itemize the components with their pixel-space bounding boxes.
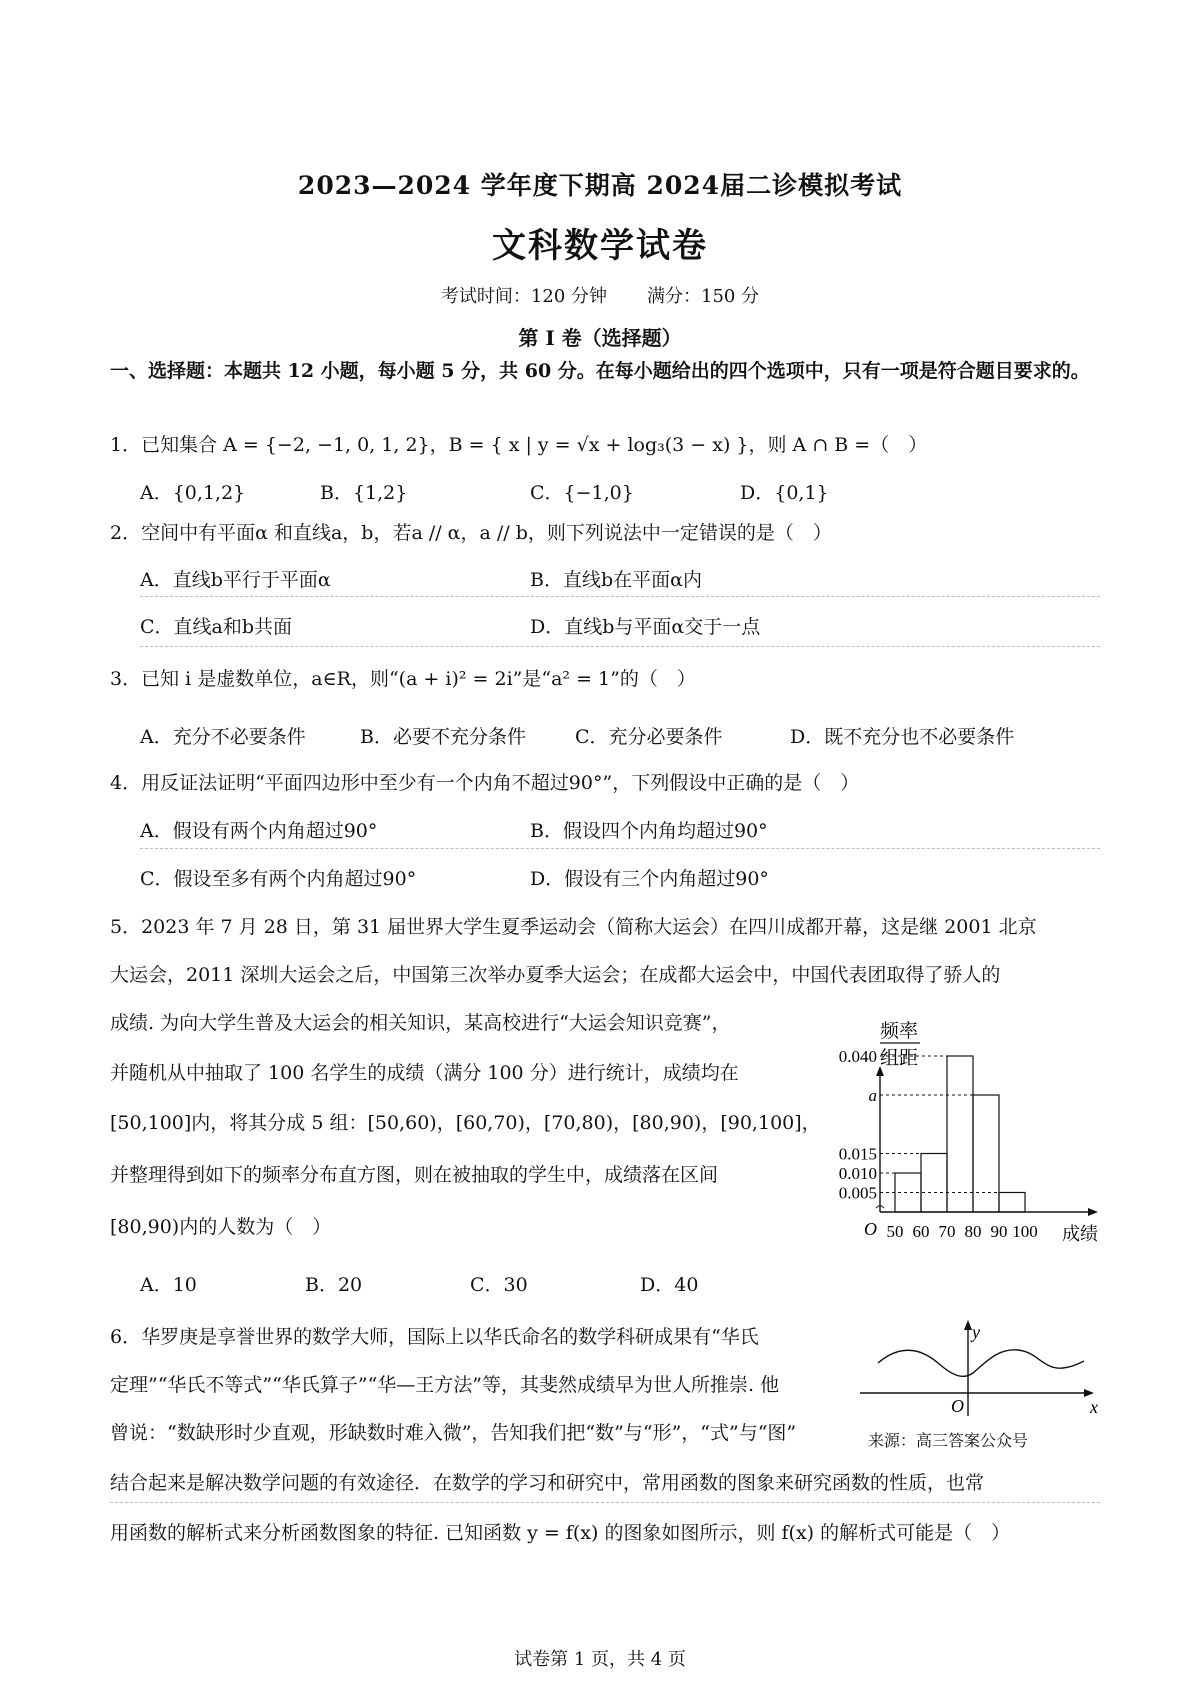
histogram-bar [947, 1056, 973, 1212]
histogram-x-arrow [1088, 1208, 1098, 1216]
question-5-option-d: D．40 [640, 1274, 699, 1296]
graph-origin-label: O [951, 1396, 964, 1416]
question-5-line-5: [50,100]内，将其分成 5 组：[50,60)，[60,70)，[70,80)，[80,90)，[90,100]， [110, 1112, 821, 1134]
full-score: 满分：150 分 [647, 286, 760, 307]
question-5-option-a: A．10 [140, 1274, 197, 1296]
question-3-stem: 3．已知 i 是虚数单位，a∈R，则“(a + i)² = 2i”是“a² = 1”的（ ） [110, 668, 696, 690]
histogram-ylabel-bottom: 组距 [880, 1048, 919, 1069]
question-1-option-c: C．{−1,0} [530, 482, 634, 504]
question-5-line-3: 成绩. 为向大学生普及大运会的相关知识，某高校进行“大运会知识竞赛”， [110, 1012, 731, 1034]
exam-title: 2023—2024 学年度下期高 2024届二诊模拟考试 [297, 171, 903, 200]
divider [140, 596, 1100, 597]
question-2-option-c: C．直线a和b共面 [140, 616, 293, 638]
question-2-stem: 2．空间中有平面α 和直线a，b，若a // α，a // b，则下列说法中一定错误的是（ ） [110, 522, 832, 544]
question-4-stem: 4．用反证法证明“平面四边形中至少有一个内角不超过90°”，下列假设中正确的是（ ） [110, 772, 860, 794]
histogram-x-tick-label: 80 [964, 1222, 982, 1241]
graph-y-arrow [964, 1320, 972, 1330]
section-title: 第 I 卷（选择题） [518, 326, 682, 350]
question-6-line-4: 结合起来是解决数学问题的有效途径．在数学的学习和研究中，常用函数的图象来研究函数的性质，也常 [110, 1472, 985, 1494]
question-6-line-5: 用函数的解析式来分析函数图象的特征. 已知函数 y = f(x) 的图象如图所示，则 f(x) 的解析式可能是（ ） [110, 1522, 1011, 1544]
question-3-option-b: B．必要不充分条件 [360, 726, 526, 748]
divider [140, 848, 1100, 849]
histogram-bar [999, 1193, 1025, 1213]
divider [140, 646, 1100, 647]
histogram-y-tick-label: 0.040 [838, 1047, 877, 1066]
question-3-option-a: A．充分不必要条件 [140, 726, 306, 748]
histogram-bar [973, 1095, 999, 1212]
graph-y-label: y [972, 1322, 980, 1342]
histogram-ylabel-top: 频率 [880, 1021, 919, 1042]
histogram-x-tick-label: 70 [938, 1222, 956, 1241]
function-graph [858, 1318, 1098, 1418]
question-6-line-1: 6．华罗庚是享誉世界的数学大师，国际上以华氏命名的数学科研成果有“华氏 [110, 1326, 759, 1348]
question-5-line-2: 大运会，2011 深圳大运会之后，中国第三次举办夏季大运会；在成都大运会中，中国代表团取得了骄人的 [110, 964, 1001, 986]
histogram-x-tick-label: 50 [886, 1222, 904, 1241]
question-5-option-b: B．20 [305, 1274, 363, 1296]
question-5-line-6: 并整理得到如下的频率分布直方图，则在被抽取的学生中，成绩落在区间 [110, 1164, 719, 1186]
question-1-option-d: D．{0,1} [740, 482, 829, 504]
exam-meta [0, 282, 1200, 308]
question-5-line-4: 并随机从中抽取了 100 名学生的成绩（满分 100 分）进行统计，成绩均在 [110, 1062, 739, 1084]
histogram-y-tick-label: a [868, 1086, 877, 1105]
question-2-option-d: D．直线b与平面α交于一点 [530, 616, 761, 638]
histogram-y-tick-label: 0.015 [838, 1144, 877, 1164]
graph-x-arrow [1084, 1389, 1094, 1397]
question-5-line-1: 5．2023 年 7 月 28 日，第 31 届世界大学生夏季运动会（简称大运会）在四川成都开幕，这是继 2001 北京 [110, 916, 1037, 938]
histogram-y-tick-label: 0.005 [838, 1183, 877, 1203]
question-1-option-b: B．{1,2} [320, 482, 408, 504]
graph-x-label: x [1090, 1397, 1098, 1417]
source-note: 来源：高三答案公众号 [868, 1431, 1029, 1450]
page-footer: 试卷第 1 页，共 4 页 [514, 1649, 686, 1670]
question-3-option-d: D．既不充分也不必要条件 [790, 726, 1015, 748]
question-4-option-c: C．假设至多有两个内角超过90° [140, 868, 417, 890]
question-5-line-7: [80,90)内的人数为（ ） [110, 1216, 332, 1238]
question-4-option-b: B．假设四个内角均超过90° [530, 820, 768, 842]
histogram-origin-label: O [864, 1219, 877, 1239]
histogram-x-tick-label: 90 [990, 1222, 1008, 1241]
question-6-line-3: 曾说：“数缺形时少直观，形缺数时难入微”，告知我们把“数”与“形”，“式”与“图” [110, 1422, 797, 1444]
question-4-option-a: A．假设有两个内角超过90° [140, 820, 378, 842]
histogram-bar [921, 1154, 947, 1213]
frequency-histogram [810, 1010, 1105, 1250]
question-4-option-d: D．假设有三个内角超过90° [530, 868, 769, 890]
exam-time: 考试时间：120 分钟 [440, 286, 607, 307]
question-6-line-2: 定理”“华氏不等式”“华氏算子”“华—王方法”等，其斐然成绩早为世人所推崇. 他 [110, 1374, 780, 1396]
divider [110, 1502, 1100, 1503]
question-3-option-c: C．充分必要条件 [575, 726, 723, 748]
question-5-option-c: C．30 [470, 1274, 528, 1296]
histogram-xlabel: 成绩 [1062, 1224, 1098, 1244]
exam-subtitle: 文科数学试卷 [492, 226, 708, 266]
histogram-x-tick-label: 60 [912, 1222, 930, 1241]
question-1-option-a: A．{0,1,2} [140, 482, 246, 504]
question-2-option-a: A．直线b平行于平面α [140, 569, 331, 591]
question-2-option-b: B．直线b在平面α内 [530, 569, 702, 591]
question-1-stem: 1．已知集合 A = {−2, −1, 0, 1, 2}，B = { x | y = √x + log₃(3 − x) }，则 A ∩ B =（ ） [110, 434, 928, 456]
section-instructions: 一、选择题：本题共 12 小题，每小题 5 分，共 60 分。在每小题给出的四个选项中，只有一项是符合题目要求的。 [110, 360, 1090, 382]
histogram-x-tick-label: 100 [1012, 1222, 1038, 1241]
histogram-y-tick-label: 0.010 [838, 1164, 877, 1183]
graph-curve [878, 1350, 1084, 1377]
